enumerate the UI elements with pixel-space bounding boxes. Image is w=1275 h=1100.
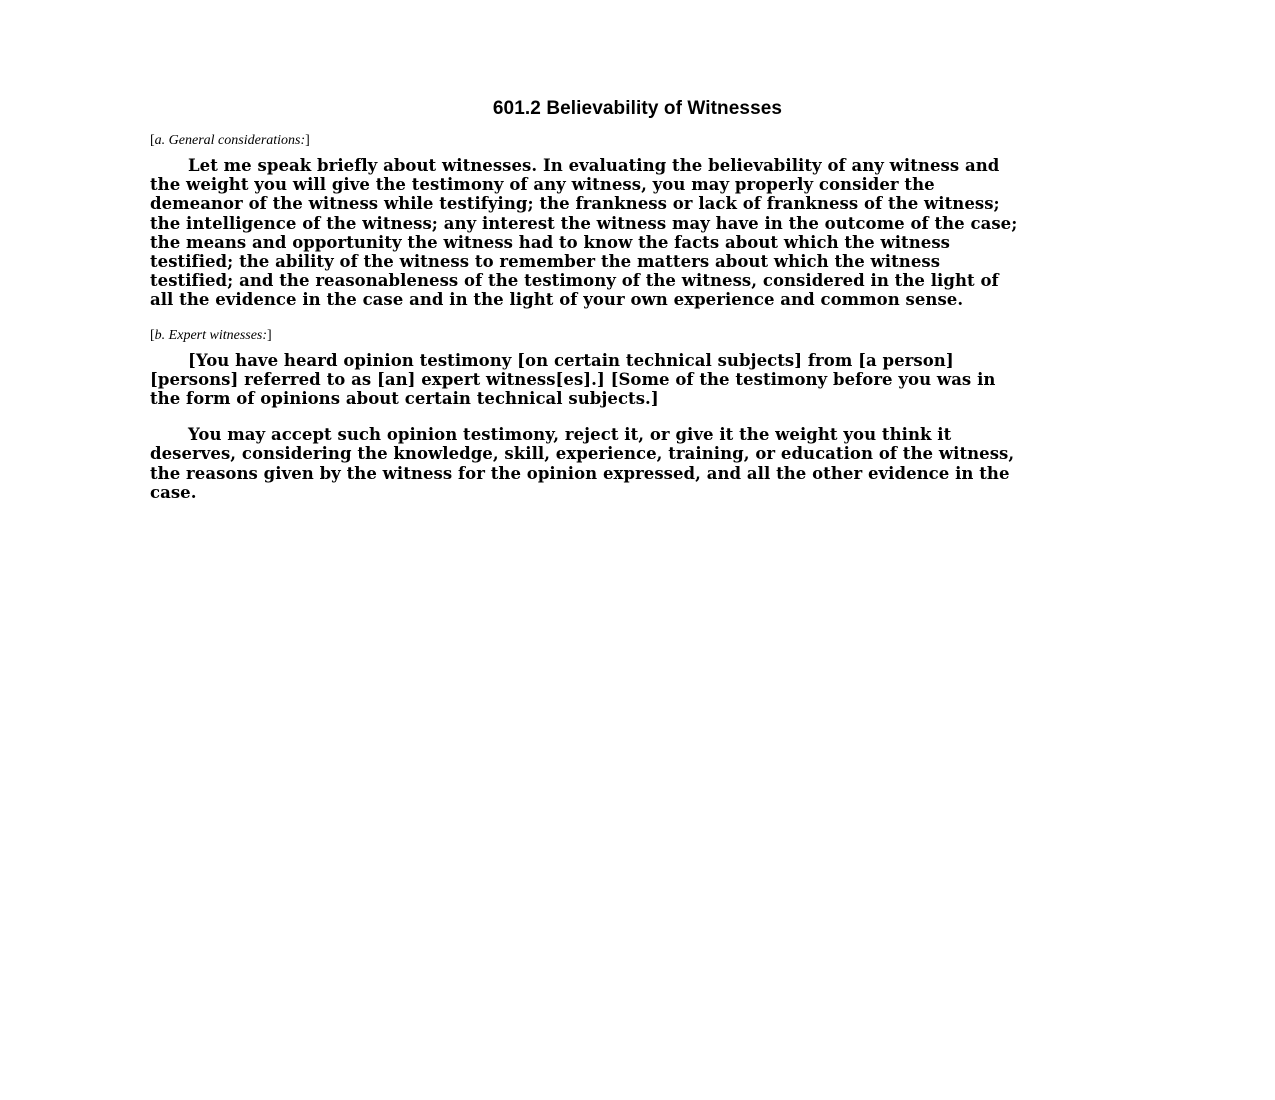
paragraph-line: the form of opinions about certain technical subjects.] [150,389,659,409]
paragraph-line: demeanor of the witness while testifying; the frankness or lack of frankness of the witness; [150,194,1000,214]
paragraph-line: testified; the ability of the witness to remember the matters about which the witness [150,252,941,272]
paragraph-line: the weight you will give the testimony of any witness, you may properly consider the [150,175,935,195]
section-label-expert-witnesses: [b. Expert witnesses:] [150,327,272,343]
paragraph-line: [You have heard opinion testimony [on certain technical subjects] from [a person] [188,350,954,370]
section-label-general-considerations: [a. General considerations:] [150,133,310,148]
document-page [150,98,1125,516]
paragraph-line: deserves, considering the knowledge, skill, experience, training, or education of the witness, [150,444,1015,464]
paragraph-line: all the evidence in the case and in the light of your own experience and common sense. [150,290,964,310]
paragraph-line: Let me speak briefly about witnesses. In evaluating the believability of any witness and [188,156,1000,175]
paragraph-line: testified; and the reasonableness of the testimony of the witness, considered in the light of [150,271,999,291]
paragraph-line: the means and opportunity the witness had to know the facts about which the witness [150,232,950,252]
paragraph-line: the reasons given by the witness for the opinion expressed, and all the other evidence in the [150,463,1010,483]
paragraph-general-considerations [150,156,1125,310]
document-title: 601.2 Believability of Witnesses [492,98,783,119]
paragraph-line: case. [150,482,197,502]
section-label-text: b. Expert witnesses: [154,327,268,343]
paragraph-line: the intelligence of the witness; any interest the witness may have in the outcome of the case; [150,213,1018,233]
paragraph-accept-or-reject-testimony [150,425,1125,502]
paragraph-line: [persons] referred to as [an] expert witness[es].] [Some of the testimony before you was in [150,369,996,389]
section-label-text: a. General considerations: [154,133,306,148]
paragraph-expert-opinion-testimony [150,351,1125,409]
paragraph-line: You may accept such opinion testimony, reject it, or give it the weight you think it [188,425,952,445]
